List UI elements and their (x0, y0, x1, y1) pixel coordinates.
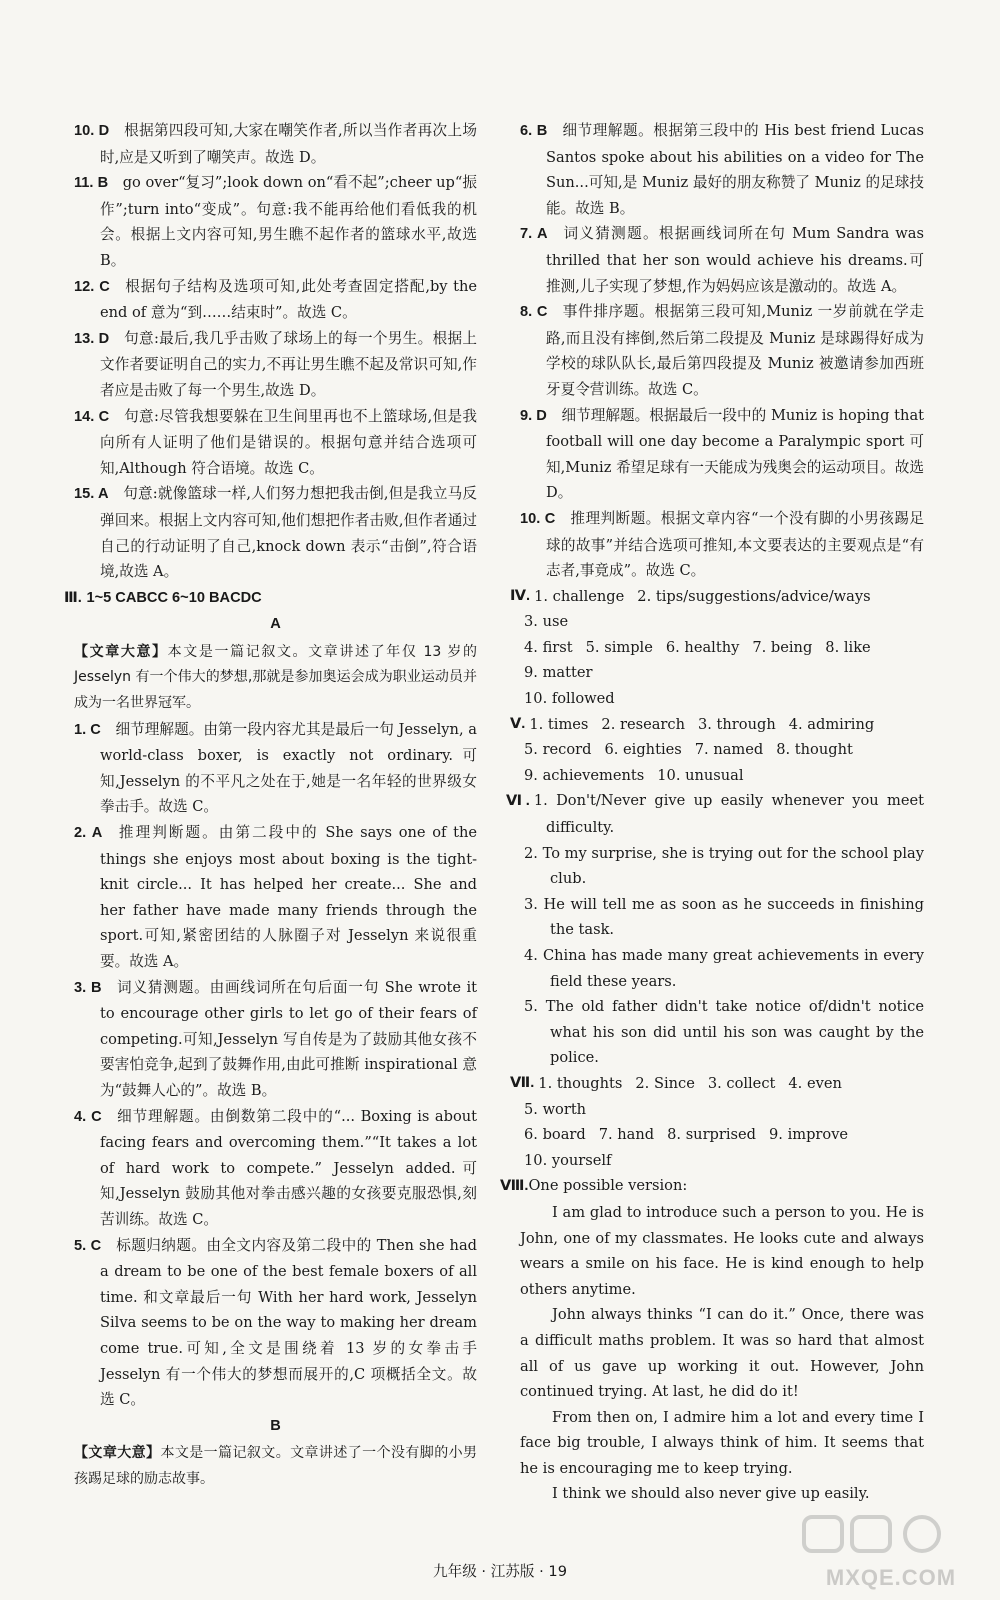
fill-answer: 5. simple (585, 638, 653, 656)
section-label: Ⅶ. (510, 1074, 535, 1091)
answer-explanation: 句意:就像篮球一样,人们努力想把我击倒,但是我立马反弹回来。根据上文内容可知,他们想把作者击败,但作者通过自己的行动证明了自己,knock down 表示“击倒”,符合语境,故选 A。 (100, 485, 477, 581)
fill-answer: 7. hand (598, 1126, 655, 1144)
section-8-essay (500, 1173, 924, 1507)
fill-answer: 1. thoughts (538, 1074, 623, 1092)
fill-answer: 2. research (601, 715, 685, 733)
right-column (500, 118, 925, 1507)
section-5 (510, 712, 924, 789)
answer-explanation: 根据句子结构及选项可知,此处考查固定搭配,by the end of 意为“到……结束时”。故选 C。 (100, 277, 477, 322)
answer-item (520, 118, 924, 221)
passage-a-answers (74, 717, 477, 1413)
essay-paragraph: I am glad to introduce such a person to you. He is John, one of my classmates. He looks cute and always wears a smile on his face. He is kind enough to help others anytime. (520, 1203, 924, 1298)
answer-number: 12. C (74, 278, 110, 295)
answer-explanation: 推理判断题。根据文章内容“一个没有脚的小男孩踢足球的故事”并结合选项可推知,本文要表达的主要观点是“有志者,事竟成”。故选 C。 (546, 509, 924, 580)
answer-item (74, 118, 477, 170)
passage-b-heading: B (270, 1417, 281, 1434)
passage-a-summary: 【文章大意】本文是一篇记叙文。文章讲述了年仅 13 岁的 Jesselyn 有一个伟大的梦想,那就是参加奥运会成为职业运动员并成为一名世界冠军。 (74, 642, 477, 712)
watermark-logo-icon (802, 1513, 982, 1567)
section-4 (510, 584, 924, 712)
fill-answer: 8. surprised (667, 1126, 757, 1144)
answer-number: 1. C (74, 721, 101, 738)
answer-number: 6. B (520, 123, 548, 139)
answer-row (520, 763, 924, 789)
fill-answer: 6. eighties (604, 741, 682, 759)
fill-answer: 4. even (788, 1074, 842, 1092)
answer-item (74, 404, 477, 482)
answer-explanation: 句意:尽管我想要躲在卫生间里再也不上篮球场,但是我向所有人证明了他们是错误的。根据句意并结合选项可知,Although 符合语境。故选 C。 (100, 407, 477, 477)
translation-item (520, 943, 924, 994)
fill-answer: 9. improve (769, 1126, 849, 1144)
fill-answer: 4. first (524, 638, 573, 656)
answer-row (510, 584, 924, 635)
essay-paragraph: John always thinks “I can do it.” Once, there was a difficult maths problem. It was so hard that almost all of us gave up working it out. However, John continued trying. At last, he did do it! (520, 1306, 924, 1401)
fill-answer: 5. record (524, 741, 592, 759)
fill-answer: 8. like (825, 638, 871, 656)
answer-item (74, 481, 477, 584)
translation-text: 5. The old father didn't take notice of/didn't notice what his son did until his son was caught by the police. (524, 998, 924, 1067)
section-label: Ⅴ. (510, 715, 526, 732)
answer-item (520, 299, 924, 402)
fill-answer: 3. collect (707, 1074, 776, 1092)
essay-paragraph: I think we should also never give up easily. (552, 1485, 870, 1503)
fill-answer: 6. board (524, 1126, 586, 1144)
answer-item (74, 326, 477, 404)
answer-item (74, 975, 477, 1104)
answer-explanation: go over“复习”;look down on“看不起”;cheer up“振作”;turn into“变成”。句意:我不能再给他们看低我的机会。根据上文内容可知,男生瞧不起作者的篮球水平,故选 B。 (100, 174, 477, 269)
answer-number: 13. D (74, 330, 110, 347)
fill-answer: 10. yourself (524, 1151, 612, 1169)
answer-explanation: 细节理解题。由倒数第二段中的“... Boxing is about facing fears and overcoming them.”“It takes a lot of hard work to compete.” Jesselyn added.可知,Jesselyn 鼓励其他对拳击感兴趣的女孩要克服恐惧,刻苦训练。故选 C。 (100, 1107, 477, 1228)
section-label: Ⅵ. (506, 793, 530, 810)
translation-text: 3. He will tell me as soon as he succeeds in finishing the task. (524, 895, 924, 939)
watermark-text: MXQE.COM (825, 1565, 957, 1590)
answer-number: 5. C (74, 1237, 102, 1254)
answer-explanation: 根据第四段可知,大家在嘲笑作者,所以当作者再次上场时,应是又听到了嘲笑声。故选 D。 (100, 122, 477, 166)
section-7 (510, 1071, 924, 1173)
answer-explanation: 词义猜测题。根据画线词所在句 Mum Sandra was thrilled that her son would achieve his dreams.可推测,儿子实现了梦想,作为妈妈应该是激动的。故选 A。 (546, 225, 924, 295)
section-label: Ⅳ. (510, 587, 531, 604)
answer-row (520, 686, 924, 712)
answer-number: 10. C (520, 510, 556, 527)
answer-explanation: 推理判断题。由第二段中的 She says one of the things she enjoys most about boxing is the tight-knit circle... It has helped her create... She and her father have made many friends through the sport.可知,紧密团结的人脉圈子对 Jesselyn 来说很重要。故选 A。 (100, 824, 477, 970)
answer-number: 10. D (74, 123, 110, 139)
essay-intro: Ⅷ.One possible version: (500, 1177, 688, 1195)
answer-item (74, 1104, 477, 1233)
answer-number: 2. A (74, 825, 103, 842)
fill-answer: 1. times (529, 715, 589, 733)
fill-answer: 7. named (694, 741, 764, 759)
answer-item (74, 820, 477, 975)
translation-item (506, 788, 924, 840)
answer-number: 9. D (520, 407, 547, 424)
answer-number: 14. C (74, 408, 110, 425)
passage-a-heading: A (270, 616, 281, 633)
answer-item (520, 403, 924, 506)
answer-item (520, 221, 924, 299)
answer-item (74, 274, 477, 326)
translation-item (520, 994, 924, 1071)
essay-paragraph: From then on, I admire him a lot and every time I face big trouble, I always think of him. It seems that he is encouraging me to keep trying. (520, 1408, 924, 1477)
answer-number: 11. B (74, 175, 109, 192)
fill-answer: 4. admiring (788, 715, 875, 733)
answer-number: 8. C (520, 304, 548, 321)
fill-answer: 10. followed (524, 690, 615, 708)
fill-answer: 9. matter (524, 664, 593, 682)
answer-row (520, 737, 924, 763)
fill-answer: 5. worth (524, 1100, 587, 1118)
left-column (64, 118, 478, 1492)
translation-text: 2. To my surprise, she is trying out for the school play club. (524, 844, 924, 888)
fill-answer: 2. Since (635, 1074, 695, 1092)
fill-answer: 7. being (752, 638, 813, 656)
fill-answer: 8. thought (776, 741, 853, 759)
answer-explanation: 细节理解题。根据第三段中的 His best friend Lucas Santos spoke about his abilities on a video for The Sun...可知,是 Muniz 最好的朋友称赞了 Muniz 的足球技能。故选 B。 (546, 122, 924, 217)
answer-number: 15. A (74, 486, 109, 503)
fill-answer: 10. unusual (657, 766, 744, 784)
passage-b-answers (520, 118, 924, 584)
answer-item (520, 506, 924, 584)
fill-answer: 3. through (697, 715, 776, 733)
answer-list-a (74, 118, 477, 585)
answer-item (74, 717, 477, 820)
answer-explanation: 句意:最后,我几乎击败了球场上的每一个男生。根据上文作者要证明自己的实力,不再让男生瞧不起及常识可知,作者应是击败了每一个男生,故选 D。 (100, 329, 477, 399)
answer-explanation: 词义猜测题。由画线词所在句后面一句 She wrote it to encourage other girls to let go of their fears of competing.可知,Jesselyn 写自传是为了鼓励其他女孩不要害怕竞争,起到了鼓舞作用,由此可推断 inspirational 意为“鼓舞人心的”。故选 B。 (100, 978, 478, 1099)
watermark-stamp-icon (802, 1513, 982, 1557)
translation-text: 4. China has made many great achievements in every field these years. (524, 947, 924, 990)
fill-answer: 6. healthy (665, 638, 740, 656)
translation-item (520, 841, 924, 892)
essay-paragraphs (520, 1200, 924, 1507)
watermark-logo (796, 1513, 986, 1591)
answer-row (510, 712, 924, 738)
section-6 (506, 788, 924, 1071)
answer-item (74, 1233, 477, 1413)
fill-answer: 9. achievements (524, 766, 645, 784)
answer-explanation: 细节理解题。由第一段内容尤其是最后一句 Jesselyn, a world-class boxer, is exactly not ordinary.可知,Jesselyn 的不平凡之处在于,她是一名年轻的世界级女拳击手。故选 C。 (100, 720, 477, 816)
passage-b-summary: 【文章大意】本文是一篇记叙文。文章讲述了一个没有脚的小男孩踢足球的励志故事。 (74, 1444, 478, 1487)
answer-row (520, 635, 924, 686)
answer-explanation: 事件排序题。根据第三段可知,Muniz 一岁前就在学走路,而且没有摔倒,然后第二段提及 Muniz 是球踢得好成为学校的球队队长,最后第四段提及 Muniz 被邀请参加西班牙夏令营训练。故选 C。 (546, 303, 924, 398)
answer-item (74, 170, 477, 273)
translation-text: 1. Don't/Never give up easily whenever you meet difficulty. (533, 792, 924, 837)
answer-explanation: 标题归纳题。由全文内容及第二段中的 Then she had a dream to be one of the best female boxers of all time. 和文章最后一句 With her hard work, Jesselyn Silva seems to be on the way to making her dream come true.可知,全文是围绕着 13 岁的女拳击手 Jesselyn 有一个伟大的梦想而展开的,C 项概括全文。故选 C。 (100, 1236, 477, 1409)
fill-answer: 1. challenge (534, 587, 625, 605)
fill-answer: 3. use (524, 613, 569, 631)
page-footer: 九年级 · 江苏版 · 19 (433, 1563, 567, 1580)
fill-answer: 2. tips/suggestions/advice/ways (637, 587, 871, 605)
translation-item (520, 892, 924, 943)
answer-explanation: 细节理解题。根据最后一段中的 Muniz is hoping that football will one day become a Paralympic sport 可知,Muniz 希望足球有一天能成为残奥会的运动项目。故选 D。 (546, 406, 925, 502)
answer-number: 4. C (74, 1108, 102, 1125)
answer-number: 7. A (520, 226, 548, 243)
answer-row (520, 1122, 924, 1173)
section-3-header: Ⅲ. 1~5 CABCC 6~10 BACDC (64, 589, 262, 606)
answer-row (510, 1071, 924, 1122)
answer-number: 3. B (74, 979, 102, 996)
